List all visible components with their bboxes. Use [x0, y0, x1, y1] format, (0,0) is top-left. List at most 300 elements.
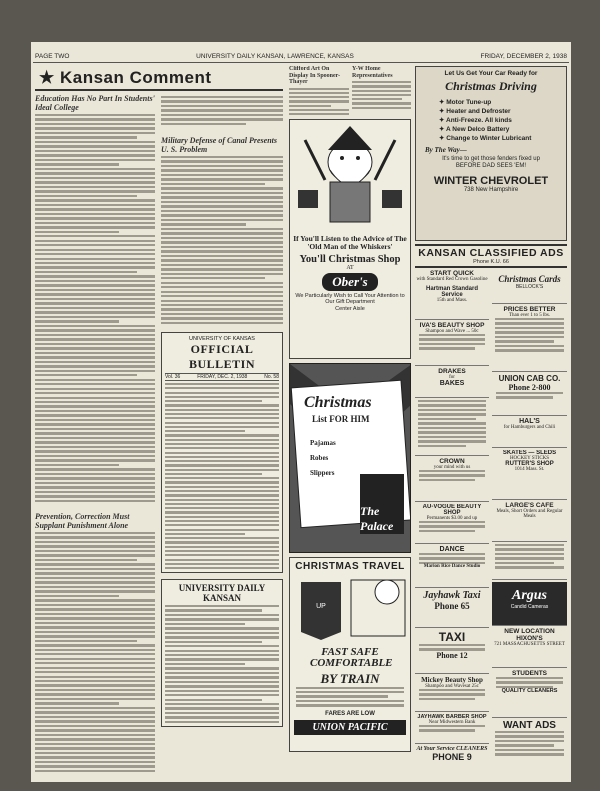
text-line — [35, 770, 155, 772]
text-line — [35, 716, 155, 718]
chev-title: Christmas Driving — [445, 79, 537, 93]
text-line — [418, 413, 486, 415]
chev-item: ✦ A New Delco Battery — [439, 126, 510, 133]
text-line — [35, 541, 155, 543]
text-line — [161, 100, 283, 102]
ad-desc: 15th and Mass. — [436, 298, 468, 303]
text-line — [35, 266, 155, 268]
text-line — [165, 716, 279, 718]
text-line — [289, 92, 349, 94]
text-line — [35, 446, 155, 448]
text-line — [495, 735, 564, 737]
text-line — [165, 486, 279, 488]
editorial-body-3 — [161, 154, 283, 326]
palace-items — [310, 436, 336, 481]
text-line — [165, 703, 279, 705]
text-line — [161, 255, 283, 257]
text-line — [352, 85, 411, 87]
text-line — [418, 400, 486, 402]
text-line — [35, 379, 155, 381]
text-line — [165, 422, 279, 424]
text-line — [161, 114, 283, 116]
newspaper-page — [31, 42, 571, 782]
text-line — [35, 581, 155, 583]
text-line — [419, 334, 485, 336]
text-line — [161, 237, 283, 239]
text-line — [35, 563, 155, 565]
editorial-headline-2: Prevention, Correction Must Supplant Punishment Alone — [35, 512, 130, 530]
text-line — [35, 311, 155, 313]
text-line — [35, 172, 155, 174]
ad-title: DRAKES — [438, 368, 466, 375]
text-line — [419, 644, 485, 646]
editorial-headline-1: Education Has No Part In Students' Ideal College — [35, 94, 155, 112]
text-line — [35, 662, 155, 664]
text-line — [35, 550, 155, 552]
bulletin-no: No. 58 — [264, 374, 279, 380]
text-line — [35, 441, 155, 443]
text-line — [165, 676, 279, 678]
text-line — [495, 562, 554, 564]
ad-desc: PHONE 9 — [432, 752, 472, 762]
text-line — [296, 691, 404, 693]
text-line — [161, 304, 283, 306]
text-line — [419, 474, 485, 476]
text-line — [165, 443, 279, 445]
text-line — [352, 81, 411, 83]
chev-item: ✦ Change to Winter Lubricant — [439, 135, 532, 142]
text-line — [161, 96, 283, 98]
text-line — [35, 374, 137, 376]
text-line — [161, 232, 283, 234]
ad-title: HAL'S — [519, 418, 540, 425]
chev-item: ✦ Anti-Freeze. All kinds — [439, 117, 512, 124]
text-line — [35, 747, 155, 749]
text-line — [161, 123, 246, 125]
text-line — [161, 228, 283, 230]
text-line — [35, 720, 155, 722]
text-line — [35, 635, 155, 637]
text-line — [165, 460, 279, 462]
text-line — [419, 693, 485, 695]
text-line — [165, 520, 279, 522]
text-line — [35, 613, 155, 615]
text-line — [165, 685, 279, 687]
text-line — [165, 507, 279, 509]
text-line — [35, 338, 155, 340]
text-line — [35, 738, 155, 740]
text-line — [35, 361, 155, 363]
text-line — [35, 595, 119, 597]
official-bulletin — [161, 332, 283, 573]
masthead — [33, 53, 569, 63]
text-line — [35, 118, 155, 120]
ad-title: Argus — [511, 588, 548, 603]
text-line — [35, 307, 155, 309]
text-line — [35, 298, 155, 300]
text-line — [495, 740, 564, 742]
ad-desc: Than ever 1 to 5 lbs. — [508, 313, 551, 318]
text-line — [165, 503, 279, 505]
text-line — [165, 516, 279, 518]
ad-title: PRICES BETTER — [503, 306, 556, 313]
chev-head: Let Us Get Your Car Ready for — [444, 70, 538, 77]
text-line — [161, 295, 283, 297]
text-line — [418, 440, 486, 442]
train-illustration — [291, 572, 409, 642]
text-line — [35, 177, 155, 179]
editorial-section — [35, 66, 283, 778]
text-line — [296, 687, 404, 689]
text-line — [35, 464, 119, 466]
text-line — [35, 608, 155, 610]
text-line — [35, 491, 155, 493]
ad-desc: Phone 12 — [436, 650, 468, 660]
text-line — [165, 511, 279, 513]
text-line — [35, 684, 155, 686]
text-line — [35, 568, 155, 570]
text-line — [161, 205, 283, 207]
ad-title: DANCE — [439, 546, 465, 553]
text-line — [161, 322, 283, 324]
text-line — [35, 343, 155, 345]
text-line — [35, 545, 155, 547]
middle-section — [289, 66, 411, 778]
text-line — [35, 195, 137, 197]
chev-note: It's time to get those fenders fixed up BEFORE DAD SEES 'EM! — [442, 156, 540, 169]
text-line — [35, 334, 155, 336]
text-line — [35, 649, 155, 651]
text-line — [165, 524, 279, 526]
text-line — [165, 641, 262, 643]
text-line — [165, 464, 279, 466]
text-line — [35, 401, 155, 403]
text-line — [35, 289, 155, 291]
text-line — [35, 559, 137, 561]
text-line — [35, 554, 155, 556]
ad-desc: Phone 2-800 — [508, 383, 551, 392]
text-line — [35, 468, 155, 470]
palace-store-name: The Palace — [360, 503, 394, 533]
ad-title: WANT ADS — [503, 720, 556, 731]
ad-title: START QUICK — [430, 270, 474, 277]
text-line — [35, 325, 155, 327]
text-line — [495, 345, 564, 347]
text-line — [161, 109, 283, 111]
text-line — [165, 554, 279, 556]
text-line — [495, 553, 564, 555]
text-line — [165, 567, 279, 569]
text-line — [495, 349, 564, 351]
text-line — [161, 259, 283, 261]
text-line — [161, 264, 283, 266]
text-line — [35, 414, 155, 416]
text-line — [161, 286, 283, 288]
text-line — [161, 273, 283, 275]
text-line — [35, 459, 155, 461]
text-line — [289, 105, 331, 107]
text-line — [35, 626, 155, 628]
text-line — [296, 695, 388, 697]
text-line — [165, 383, 279, 385]
text-line — [165, 387, 279, 389]
text-line — [161, 268, 283, 270]
text-line — [35, 631, 155, 633]
text-line — [495, 336, 564, 338]
text-line — [35, 253, 155, 255]
classified-col-b — [492, 270, 567, 775]
text-line — [161, 165, 283, 167]
text-line — [35, 190, 155, 192]
text-line — [35, 676, 155, 678]
text-line — [35, 437, 155, 439]
text-line — [418, 427, 486, 429]
text-line — [289, 96, 349, 98]
text-line — [35, 199, 155, 201]
ad-desc: QUALITY CLEANERS — [501, 688, 558, 695]
ad-desc: HOCKEY STICKS — [509, 456, 550, 461]
page-label: PAGE TWO — [35, 53, 70, 60]
text-line — [35, 154, 155, 156]
text-line — [165, 632, 279, 634]
travel-brand: UNION PACIFIC — [294, 720, 406, 735]
text-line — [161, 317, 283, 319]
mid-body-1 — [289, 86, 349, 116]
text-line — [496, 677, 563, 679]
ad-title: JAYHAWK BARBER SHOP — [417, 714, 487, 720]
text-line — [419, 729, 475, 731]
classified-title: KANSAN CLASSIFIED ADS — [418, 247, 564, 259]
chev-by: By The Way— — [425, 146, 467, 154]
bulletin-title: OFFICIAL BULLETIN — [188, 342, 256, 371]
text-line — [418, 445, 466, 447]
text-line — [419, 338, 485, 340]
text-line — [165, 404, 279, 406]
text-line — [165, 627, 279, 629]
text-line — [35, 667, 155, 669]
text-line — [35, 477, 155, 479]
text-line — [35, 114, 155, 116]
text-line — [419, 689, 485, 691]
text-line — [35, 280, 155, 282]
text-line — [165, 447, 279, 449]
bulletin-body — [165, 381, 279, 569]
text-line — [165, 473, 262, 475]
text-line — [35, 275, 155, 277]
ad-desc: for Hamburgers and Chili — [503, 425, 556, 430]
text-line — [161, 196, 283, 198]
ad-desc: BELLOCK'S — [515, 284, 544, 290]
ad-title: NEW LOCATION HIXON'S — [504, 628, 555, 642]
paper-title: UNIVERSITY DAILY KANSAN, LAWRENCE, KANSAS — [196, 53, 354, 60]
palace-item-2: Robes — [310, 453, 329, 462]
chev-addr: 738 New Hampshire — [463, 187, 519, 193]
chevrolet-ad — [415, 66, 567, 241]
ad-desc: Permanents $3.00 and up — [426, 516, 478, 521]
travel-tagline: FAST SAFE COMFORTABLE — [310, 645, 393, 669]
obers-line-2: You'll Christmas Shop — [299, 253, 401, 265]
text-line — [35, 680, 155, 682]
text-line — [35, 752, 155, 754]
text-line — [419, 343, 485, 345]
text-line — [165, 430, 245, 432]
text-line — [418, 404, 486, 406]
kansan-staff-list — [165, 603, 279, 723]
text-line — [419, 530, 475, 532]
text-line — [165, 614, 279, 616]
text-line — [418, 431, 486, 433]
text-line — [165, 481, 279, 483]
text-line — [35, 590, 155, 592]
ad-desc: with Standard Red Crown Gasoline — [416, 277, 488, 282]
ad-desc: Phone 65 — [434, 601, 470, 611]
ad-desc: 1014 Mass. St. — [514, 467, 545, 472]
text-line — [35, 761, 155, 763]
text-line — [165, 605, 279, 607]
text-line — [35, 132, 155, 134]
text-line — [161, 160, 283, 162]
issue-date: FRIDAY, DECEMBER 2, 1938 — [480, 53, 567, 60]
text-line — [35, 428, 155, 430]
text-line — [165, 541, 279, 543]
text-line — [35, 168, 155, 170]
text-line — [161, 187, 283, 189]
text-line — [35, 284, 155, 286]
ad-title: LARGE'S CAFE — [505, 502, 554, 509]
text-line — [495, 318, 564, 320]
ad-title: RUTTER'S SHOP — [505, 461, 554, 467]
text-line — [35, 356, 155, 358]
text-line — [352, 102, 411, 104]
bulletin-vol: Vol. 36 — [165, 374, 181, 380]
text-line — [496, 392, 563, 394]
text-line — [161, 277, 265, 279]
text-line — [352, 94, 411, 96]
text-line — [165, 699, 262, 701]
chev-item: ✦ Motor Tune-up — [439, 99, 492, 106]
text-line — [165, 609, 262, 611]
text-line — [35, 347, 155, 349]
text-line — [165, 477, 279, 479]
text-line — [289, 100, 349, 102]
text-line — [161, 118, 283, 120]
ad-desc: your mind with us — [433, 465, 471, 470]
text-line — [35, 495, 155, 497]
text-line — [161, 156, 283, 158]
text-line — [161, 192, 283, 194]
ad-desc: Meals, Short Orders and Regular Meals — [496, 509, 563, 519]
text-line — [35, 405, 155, 407]
text-line — [165, 469, 279, 471]
text-line — [35, 262, 155, 264]
text-line — [161, 169, 283, 171]
ad-title: TAXI — [438, 630, 466, 644]
chev-list — [439, 98, 563, 143]
kansan-staff-title: UNIVERSITY DAILY KANSAN — [178, 583, 266, 603]
text-line — [419, 698, 475, 700]
text-line — [35, 725, 155, 727]
text-line — [161, 291, 283, 293]
text-line — [296, 700, 404, 702]
text-line — [352, 98, 402, 100]
text-line — [35, 604, 155, 606]
text-line — [35, 586, 155, 588]
editorial-title: ★ Kansan Comment — [35, 66, 283, 91]
mid-headline-1: Clifford Art On Display In Spooner-Thayer — [289, 66, 341, 85]
text-line — [35, 707, 155, 709]
text-line — [161, 201, 283, 203]
text-line — [418, 409, 486, 411]
text-line — [161, 246, 283, 248]
text-line — [495, 548, 564, 550]
text-line — [165, 490, 279, 492]
text-line — [35, 150, 155, 152]
text-line — [161, 210, 283, 212]
text-line — [165, 494, 279, 496]
text-line — [35, 455, 155, 457]
text-line — [35, 240, 155, 242]
text-line — [35, 536, 155, 538]
text-line — [35, 244, 155, 246]
chev-item: ✦ Heater and Defroster — [439, 108, 511, 115]
text-line — [161, 250, 283, 252]
text-line — [35, 734, 155, 736]
text-line — [165, 550, 279, 552]
text-line — [35, 671, 155, 673]
classified-col-a — [415, 270, 489, 775]
text-line — [35, 640, 137, 642]
text-line — [35, 293, 155, 295]
text-line — [35, 123, 155, 125]
text-line — [418, 436, 486, 438]
bulletin-date: FRIDAY, DEC. 2, 1938 — [197, 374, 248, 380]
classified-header — [415, 244, 567, 268]
palace-subtitle: List FOR HIM — [312, 413, 370, 424]
text-line — [35, 410, 155, 412]
text-line — [161, 313, 283, 315]
text-line — [495, 731, 564, 733]
palace-item-1: Pajamas — [310, 438, 336, 447]
text-line — [495, 340, 554, 342]
text-line — [35, 599, 155, 601]
text-line — [419, 553, 485, 555]
text-line — [35, 702, 119, 704]
union-pacific-ad — [289, 557, 411, 752]
travel-fares: FARES ARE LOW — [325, 710, 375, 717]
text-line — [165, 654, 279, 656]
text-line — [35, 644, 155, 646]
text-line — [496, 681, 563, 683]
ad-desc: 721 MASSACHUSETTS STREET — [494, 642, 565, 647]
text-line — [165, 400, 262, 402]
text-line — [165, 426, 279, 428]
text-line — [35, 765, 155, 767]
text-line — [35, 145, 155, 147]
text-line — [35, 689, 155, 691]
svg-text:UP: UP — [316, 602, 326, 610]
text-line — [161, 282, 283, 284]
text-line — [296, 704, 404, 706]
text-line — [495, 749, 564, 751]
travel-body — [290, 687, 410, 711]
text-line — [289, 109, 349, 111]
classified-phone: Phone K.U. 66 — [473, 259, 509, 265]
chev-name: WINTER CHEVROLET — [433, 175, 549, 187]
text-line — [165, 690, 279, 692]
editorial-body-cont — [161, 94, 283, 132]
text-line — [35, 217, 155, 219]
text-line — [165, 413, 279, 415]
